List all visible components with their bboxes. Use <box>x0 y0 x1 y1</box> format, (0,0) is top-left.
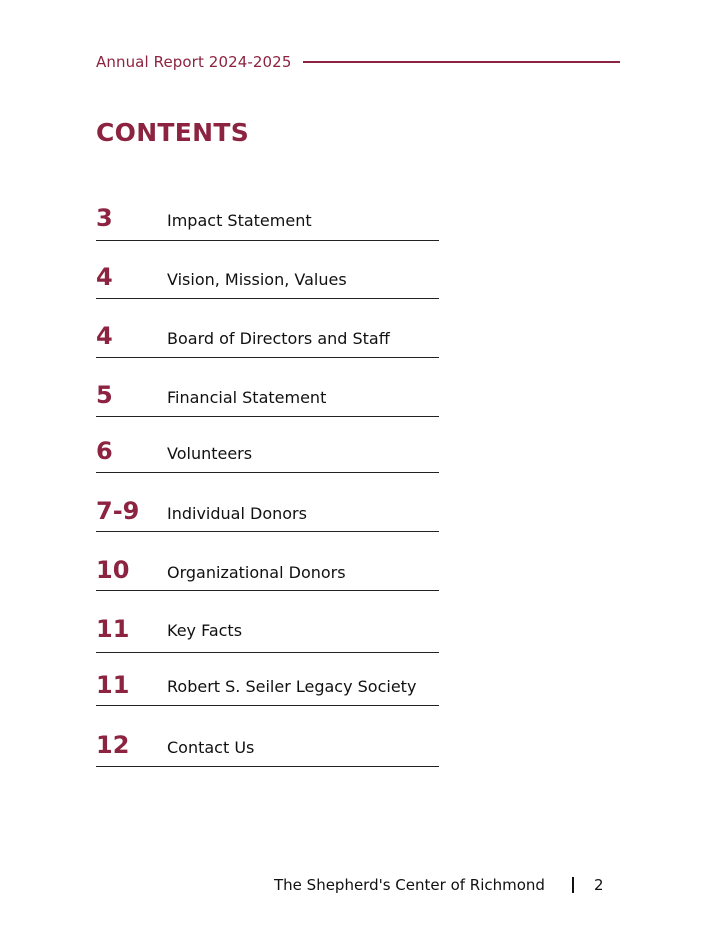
toc-item-key-facts[interactable] <box>96 615 439 653</box>
toc-item-board-of-directors[interactable] <box>96 322 439 358</box>
report-title: Annual Report 2024-2025 <box>96 53 292 71</box>
toc-label: Individual Donors <box>167 504 307 523</box>
page-title: CONTENTS <box>96 118 250 147</box>
toc-page-number: 10 <box>96 556 130 584</box>
toc-page-number: 4 <box>96 263 113 291</box>
toc-page-number: 11 <box>96 671 130 699</box>
toc-label: Organizational Donors <box>167 563 346 582</box>
toc-page-number: 4 <box>96 322 113 350</box>
footer-separator <box>572 877 574 893</box>
toc-item-financial-statement[interactable] <box>96 381 439 417</box>
toc-item-vision-mission-values[interactable] <box>96 263 439 299</box>
toc-label: Impact Statement <box>167 211 312 230</box>
toc-label: Contact Us <box>167 738 255 757</box>
header-divider <box>303 61 620 63</box>
toc-page-number: 5 <box>96 381 113 409</box>
toc-label: Financial Statement <box>167 388 327 407</box>
toc-item-impact-statement[interactable] <box>96 204 439 241</box>
toc-label: Board of Directors and Staff <box>167 329 390 348</box>
toc-item-volunteers[interactable] <box>96 437 439 473</box>
toc-label: Vision, Mission, Values <box>167 270 347 289</box>
footer-page-number: 2 <box>594 876 604 894</box>
toc-page-number: 6 <box>96 437 113 465</box>
report-header <box>96 52 620 72</box>
toc-item-legacy-society[interactable] <box>96 671 439 706</box>
toc-page-number: 11 <box>96 615 130 643</box>
toc-label: Volunteers <box>167 444 253 463</box>
toc-item-contact-us[interactable] <box>96 731 439 767</box>
toc-item-organizational-donors[interactable] <box>96 556 439 591</box>
footer-organization: The Shepherd's Center of Richmond <box>274 876 545 894</box>
toc-label: Key Facts <box>167 621 243 640</box>
toc-label: Robert S. Seiler Legacy Society <box>167 677 417 696</box>
toc-item-individual-donors[interactable] <box>96 497 439 532</box>
toc-page-number: 3 <box>96 204 113 232</box>
toc-page-number: 12 <box>96 731 130 759</box>
toc-page-number: 7-9 <box>96 497 140 525</box>
